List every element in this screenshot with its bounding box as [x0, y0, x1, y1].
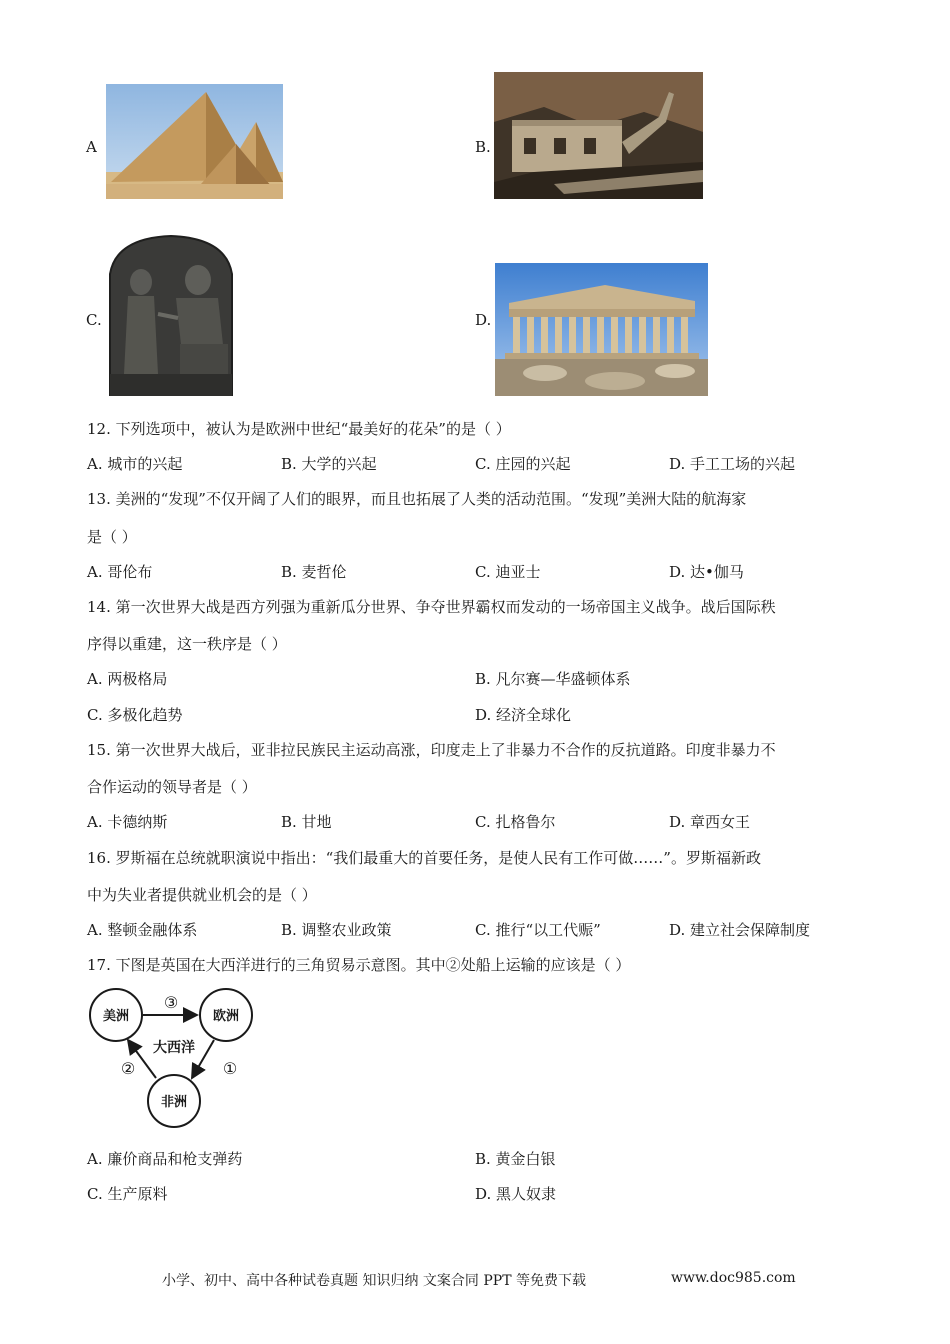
question-14-option-c: C. 多极化趋势: [87, 706, 183, 724]
question-17-stem: 17. 下图是英国在大西洋进行的三角贸易示意图。其中②处船上运输的应该是（ ）: [87, 956, 631, 974]
question-16-option-d: D. 建立社会保障制度: [669, 921, 811, 939]
question-14-stem-line-1: 14. 第一次世界大战是西方列强为重新瓜分世界、争夺世界霸权而发动的一场帝国主义战争。战后国际秩: [87, 598, 776, 616]
question-16-stem-line-2: 中为失业者提供就业机会的是（ ）: [87, 886, 317, 904]
triangle-trade-diagram: [86, 988, 258, 1134]
question-14-option-a: A. 两极格局: [87, 670, 168, 688]
question-14-option-d: D. 经济全球化: [475, 706, 572, 724]
africa-label: 非洲: [160, 1095, 188, 1110]
question-16-option-b: B. 调整农业政策: [281, 921, 392, 939]
question-15-stem-line-1: 15. 第一次世界大战后，亚非拉民族民主运动高涨，印度走上了非暴力不合作的反抗道路。印度非暴力不: [87, 741, 776, 759]
question-13-option-d: D. 达•伽马: [669, 563, 744, 581]
question-12-option-d: D. 手工工场的兴起: [669, 455, 796, 473]
question-14-stem-line-2: 序得以重建，这一秩序是（ ）: [87, 635, 287, 653]
question-16-stem-line-1: 16. 罗斯福在总统就职演说中指出：“我们最重大的首要任务，是使人民有工作可做……”。罗斯福新政: [87, 849, 761, 867]
footer-url[interactable]: www.doc985.com: [671, 1270, 796, 1286]
question-15-option-b: B. 甘地: [281, 813, 332, 831]
question-14-option-b: B. 凡尔赛—华盛顿体系: [475, 670, 631, 688]
question-12-option-b: B. 大学的兴起: [281, 455, 377, 473]
america-label: 美洲: [102, 1009, 130, 1024]
question-15-option-c: C. 扎格鲁尔: [475, 813, 556, 831]
parthenon-image: [495, 263, 708, 396]
ocean-label: 大西洋: [153, 1040, 195, 1056]
arrow-1-label: ①: [222, 1059, 238, 1078]
hammurabi-stele-image: [106, 234, 236, 396]
question-17-option-a: A. 廉价商品和枪支弹药: [87, 1150, 243, 1168]
question-17-option-c: C. 生产原料: [87, 1185, 168, 1203]
question-13-option-c: C. 迪亚士: [475, 563, 541, 581]
question-16-option-a: A. 整顿金融体系: [87, 921, 198, 939]
question-12-stem: 12. 下列选项中，被认为是欧洲中世纪“最美好的花朵”的是（ ）: [87, 420, 511, 438]
question-17-option-b: B. 黄金白银: [475, 1150, 556, 1168]
question-12-option-a: A. 城市的兴起: [87, 455, 183, 473]
question-13-stem-line-1: 13. 美洲的“发现”不仅开阔了人们的眼界，而且也拓展了人类的活动范围。“发现”美洲大陆的航海家: [87, 490, 747, 508]
question-15-option-d: D. 章西女王: [669, 813, 751, 831]
great-wall-image: [494, 72, 703, 199]
question-12-option-c: C. 庄园的兴起: [475, 455, 571, 473]
europe-label: 欧洲: [212, 1009, 240, 1024]
arrow-3-label: ③: [163, 993, 179, 1012]
option-c-label: C.: [86, 311, 102, 329]
arrow-1-line: [192, 1040, 214, 1078]
question-13-stem-line-2: 是（ ）: [87, 528, 137, 546]
question-17-option-d: D. 黑人奴隶: [475, 1185, 557, 1203]
footer-text: 小学、初中、高中各种试卷真题 知识归纳 文案合同 PPT 等免费下载: [162, 1273, 586, 1289]
option-a-label: A: [86, 138, 97, 156]
question-15-option-a: A. 卡德纳斯: [87, 813, 168, 831]
option-b-label: B.: [475, 138, 491, 156]
question-15-stem-line-2: 合作运动的领导者是（ ）: [87, 778, 257, 796]
pyramids-image: [106, 84, 283, 199]
question-16-option-c: C. 推行“以工代赈”: [475, 921, 601, 939]
question-13-option-b: B. 麦哲伦: [281, 563, 347, 581]
question-13-option-a: A. 哥伦布: [87, 563, 153, 581]
option-d-label: D.: [475, 311, 492, 329]
arrow-2-label: ②: [120, 1059, 136, 1078]
